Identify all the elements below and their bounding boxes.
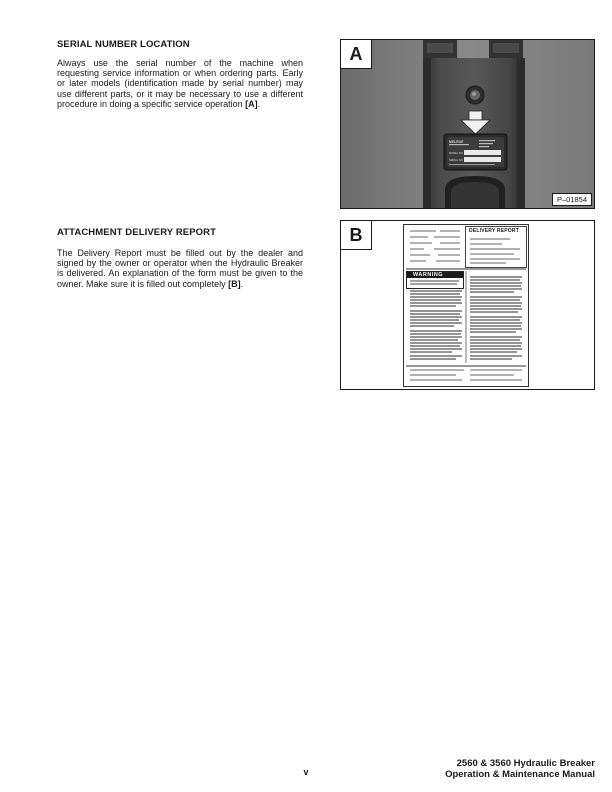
- delivery-report-form-title: DELIVERY REPORT: [469, 228, 519, 234]
- serial-number-text: Always use the serial number of the machine when requesting service information or when ordering parts. Early or later models (identification made by serial number) may use different parts, or it may be necessary to use a different procedure in doing a specific service operation: [57, 58, 303, 109]
- period: .: [240, 278, 244, 289]
- delivery-report-heading: ATTACHMENT DELIVERY REPORT: [57, 227, 217, 238]
- figure-b-letter: B: [341, 221, 372, 250]
- delivery-report-title-box: [465, 226, 527, 268]
- figure-a-letter: A: [341, 40, 372, 69]
- period: .: [257, 98, 261, 109]
- manual-title-line-1: 2560 & 3560 Hydraulic Breaker: [456, 758, 595, 769]
- title-box-lines: [466, 227, 526, 267]
- figure-a-photo: [340, 39, 595, 209]
- delivery-report-form: [403, 224, 529, 387]
- manual-title: [445, 759, 595, 780]
- figure-b-delivery-report: [340, 220, 595, 390]
- page-number: v: [303, 767, 309, 777]
- warning-label: WARNING: [407, 272, 463, 278]
- serial-plate-photo: [341, 40, 594, 208]
- serial-number-heading: SERIAL NUMBER LOCATION: [57, 39, 190, 50]
- plate-model-label: MODEL NO.: [449, 152, 464, 155]
- plate-serial-label: SERIAL NO.: [449, 159, 464, 162]
- warning-lines: [407, 272, 463, 288]
- manual-title-line-2: Operation & Maintenance Manual: [445, 768, 595, 780]
- delivery-report-text: The Delivery Report must be filled out by the dealer and signed by the owner or operator when the Hydraulic Breaker is delivered. An explanation of the form must be given to the owner. Make sure it is filled out completely: [57, 248, 303, 289]
- warning-box: [406, 271, 464, 289]
- photo-reference-number: P–01854: [552, 193, 592, 206]
- figure-ref-a: [A]: [245, 98, 258, 109]
- delivery-report-paragraph: [57, 248, 303, 289]
- figure-ref-b: [B]: [228, 278, 241, 289]
- serial-number-paragraph: [57, 58, 303, 109]
- plate-brand-text: MELROE: [449, 140, 464, 144]
